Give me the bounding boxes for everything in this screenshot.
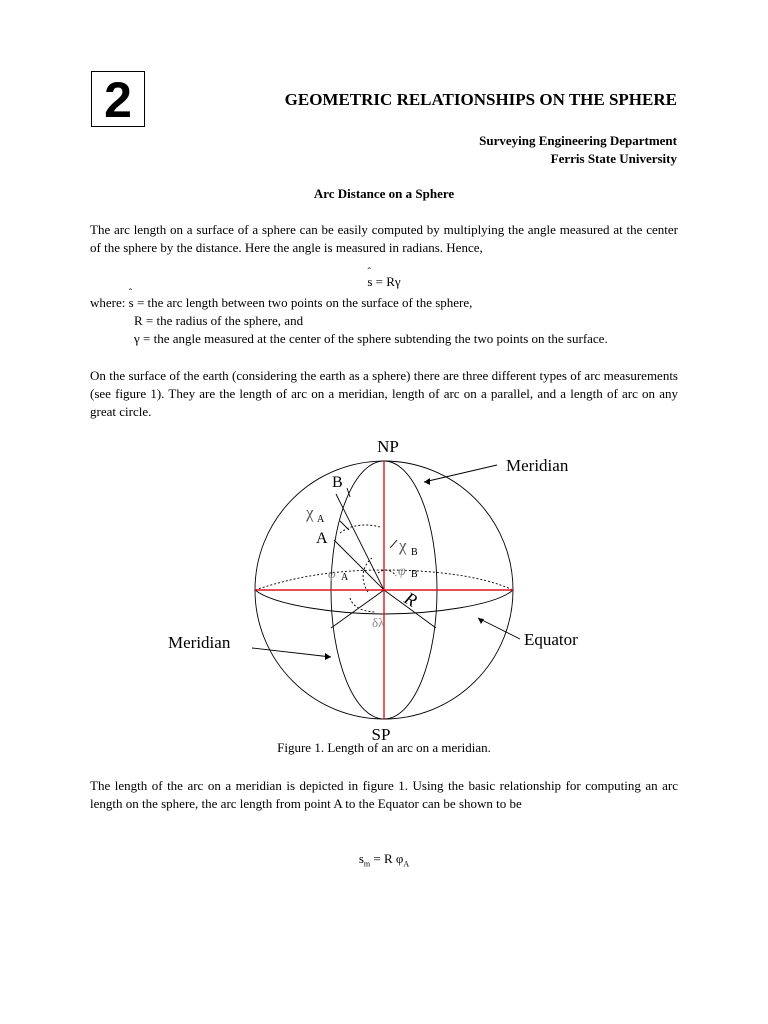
phi-a-subscript: A <box>341 572 349 583</box>
chi-arc <box>340 525 380 533</box>
south-pole-label: SP <box>371 725 391 744</box>
meridian-label-right: Meridian <box>506 456 569 475</box>
point-a-label: A <box>316 530 328 547</box>
chi-b-symbol: χ <box>399 536 407 555</box>
arc-symbol: ˆ s <box>367 274 372 290</box>
page-title: GEOMETRIC RELATIONSHIPS ON THE SPHERE <box>284 90 677 109</box>
figure-caption: Figure 1. Length of an arc on a meridian. <box>277 740 491 755</box>
university-name: Ferris State University <box>550 151 677 166</box>
phi-a-symbol: φ <box>328 567 336 582</box>
chi-a-subscript: A <box>317 514 325 525</box>
phi-b-symbol: φ <box>398 564 406 579</box>
meridian-sub-m: m <box>363 859 371 869</box>
meridian-sub-a: A <box>403 859 410 869</box>
north-pole-label: NP <box>377 437 399 456</box>
gamma-symbol: γ <box>134 331 140 346</box>
meridian-paragraph: The length of the arc on a meridian is depicted in figure 1. Using the basic relationship for computing an arc length on the sphere, the arc length from point A to the Equator can be shown to be <box>90 778 678 811</box>
chi-a-leader <box>340 521 349 530</box>
point-b-label: B <box>332 474 343 491</box>
chi-b-subscript: B <box>411 547 418 558</box>
meridian-label-left: Meridian <box>168 633 231 652</box>
chapter-number: 2 <box>91 71 145 127</box>
meridian-middle: = R φ <box>370 851 404 866</box>
meridian-equation <box>0 851 768 869</box>
chi-b-leader <box>390 540 397 548</box>
where-s-symbol: ˆ s <box>129 295 134 311</box>
department-name: Surveying Engineering Department <box>479 133 677 148</box>
meridian-s: s <box>358 851 364 866</box>
where-prefix: where: <box>90 295 129 310</box>
section-heading: Arc Distance on a Sphere <box>313 186 455 201</box>
delta-lambda-label: δλ <box>372 615 385 630</box>
equator-label: Equator <box>524 630 578 649</box>
meridian-right-leader <box>424 465 497 482</box>
arrowhead <box>424 478 430 485</box>
where-line1-text: = the arc length between two points on the surface of the sphere, <box>133 295 473 310</box>
arrowhead <box>325 653 331 660</box>
meridian-left-leader <box>252 648 331 657</box>
radius-label: R <box>400 587 421 611</box>
types-paragraph: On the surface of the earth (considering the earth as a sphere) there are three different types of arc measurements (see figure 1). They are the length of arc on a meridian, length of arc on a parallel, and a length of arc on any great circle. <box>90 368 678 419</box>
intro-paragraph: The arc length on a surface of a sphere can be easily computed by multiplying the angle measured at the center of the sphere by the distance. Here the angle is measured in radians. Hence, <box>90 222 678 255</box>
phi-b-arc <box>378 570 396 576</box>
chi-a-symbol: χ <box>306 503 314 522</box>
phi-b-subscript: B <box>411 569 418 580</box>
where-line-2: R = the radius of the sphere, and <box>134 313 304 328</box>
arc-equation-rhs: = Rγ <box>372 274 401 289</box>
equator-leader <box>478 618 520 639</box>
where-line3-text: = the angle measured at the center of the sphere subtending the two points on the surface. <box>139 331 608 346</box>
